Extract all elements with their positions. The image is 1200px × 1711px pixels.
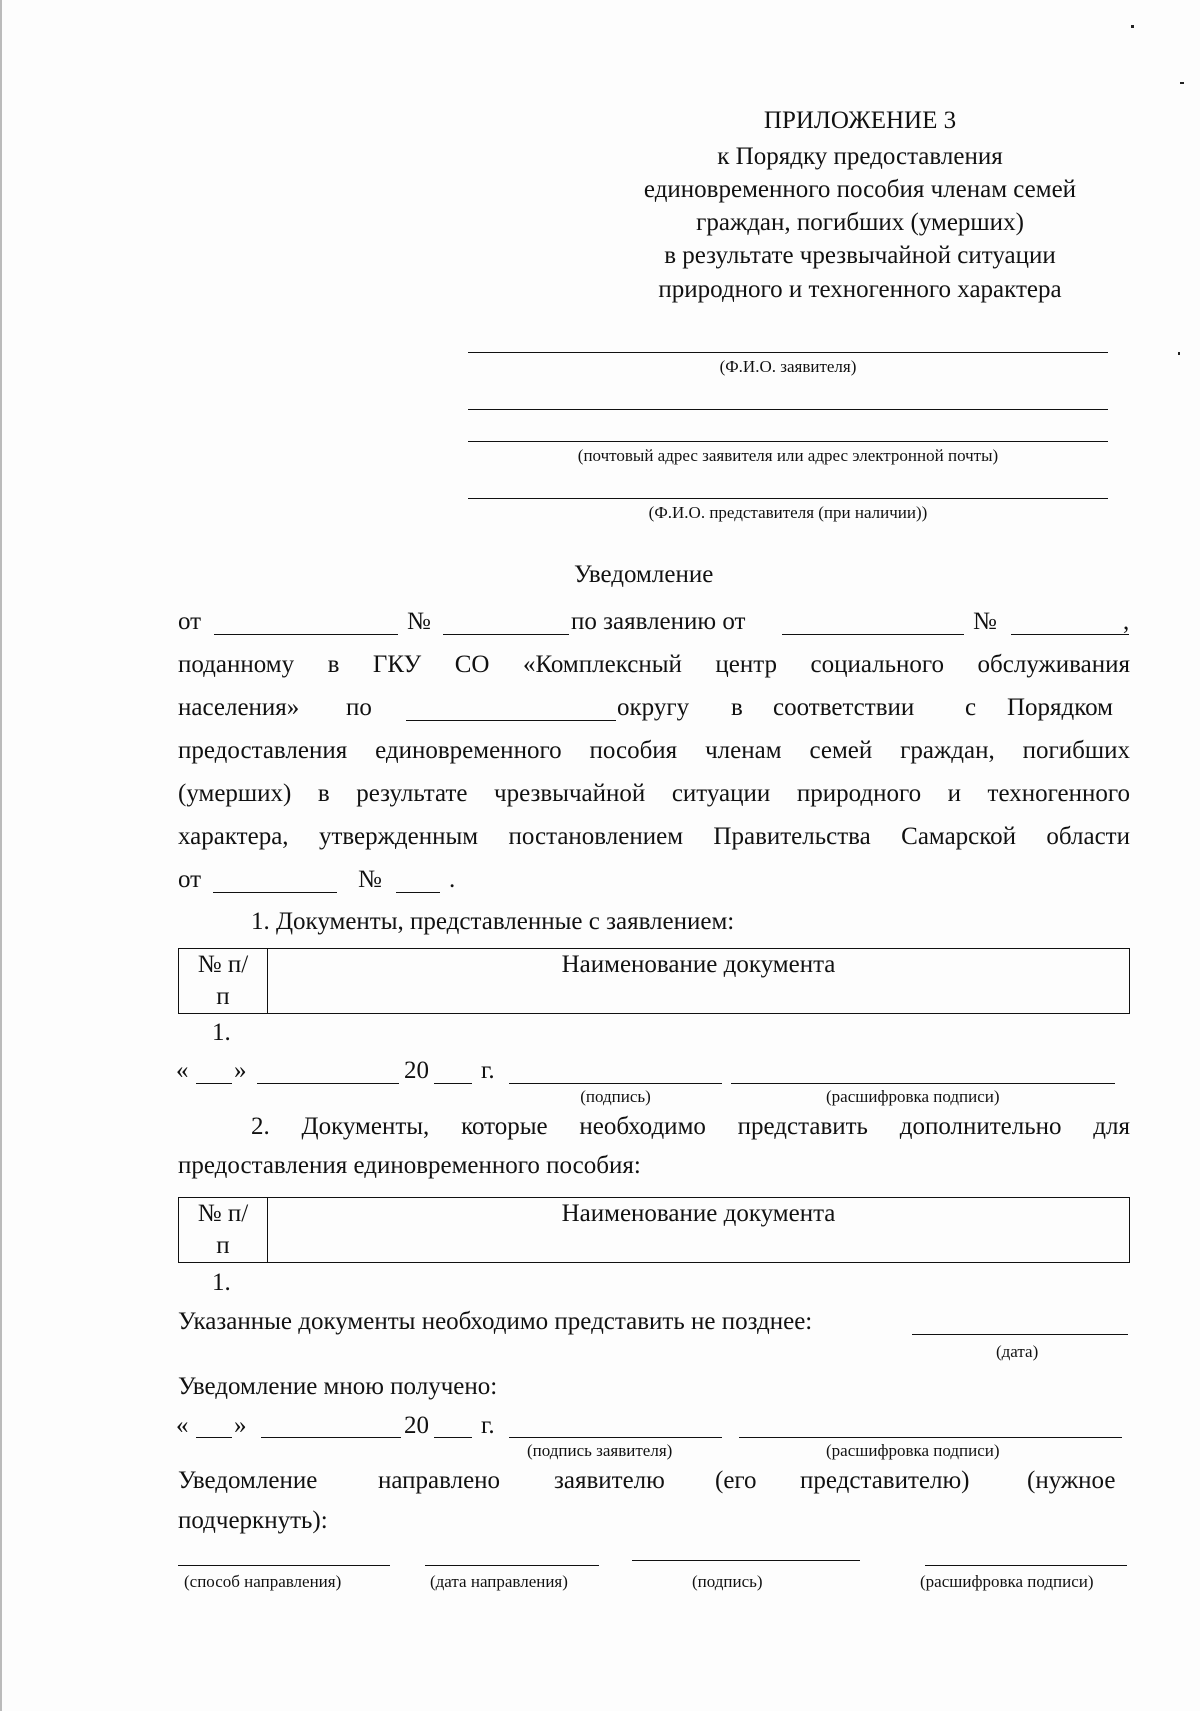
scan-dot: [1180, 82, 1184, 84]
notice-line1-comma: ,: [1123, 608, 1130, 635]
col-name-label: Наименование документа: [561, 951, 836, 978]
col-number-label: № п/п: [197, 951, 249, 1010]
sent-w2: направлено: [378, 1467, 501, 1494]
appendix-title: ПРИЛОЖЕНИЕ 3: [763, 107, 957, 134]
decree-date-blank: [213, 892, 337, 893]
r-day-blank: [196, 1437, 232, 1438]
notice-by-application: по заявлению от: [571, 608, 746, 635]
notice-line3-part4: в: [731, 694, 743, 721]
r-year-suffix: г.: [481, 1412, 495, 1439]
s1-year-prefix: 20: [404, 1057, 429, 1084]
section2-heading-line2: предоставления единовременного пособия:: [178, 1152, 641, 1179]
application-date-blank: [782, 634, 964, 635]
r-signature-caption: (подпись заявителя): [527, 1441, 673, 1460]
r-decoding-caption: (расшифровка подписи): [826, 1441, 1000, 1460]
s1-day-blank: [196, 1083, 232, 1084]
section2-row-1: 1.: [212, 1269, 231, 1296]
r-decoding-blank: [739, 1437, 1122, 1438]
col-number-label: № п/п: [197, 1200, 249, 1259]
applicant-fio-line: [468, 352, 1108, 353]
sent-w6: (нужное: [1027, 1467, 1116, 1494]
section2-documents-table: [178, 1197, 1130, 1263]
s1-quote-close: »: [234, 1057, 247, 1084]
decoding-caption: (расшифровка подписи): [920, 1572, 1094, 1591]
header-line-4: в результате чрезвычайной ситуации: [664, 242, 1056, 269]
table-header-row: [179, 1198, 1130, 1263]
s1-decoding-caption: (расшифровка подписи): [826, 1087, 1000, 1106]
representative-fio-line: [468, 498, 1108, 499]
r-year-blank: [434, 1437, 472, 1438]
sent-line2: подчеркнуть):: [178, 1507, 328, 1534]
signature-caption: (подпись): [692, 1572, 763, 1591]
header-line-1: к Порядку предоставления: [717, 143, 1003, 170]
table-header-row: [179, 949, 1130, 1014]
col-name-header: [268, 949, 1130, 1014]
scan-dot: [1131, 25, 1134, 28]
notice-line-2: поданному в ГКУ СО «Комплексный центр социального обслуживания: [178, 651, 1130, 678]
decree-number-blank: [396, 892, 440, 893]
section1-documents-table: [178, 948, 1130, 1014]
date-blank: [425, 1565, 599, 1566]
s1-month-blank: [257, 1083, 399, 1084]
s1-signature-blank: [509, 1083, 722, 1084]
col-name-header: [268, 1198, 1130, 1263]
sent-w3: заявителю: [554, 1467, 665, 1494]
decree-number-sign: №: [358, 866, 382, 893]
representative-fio-caption: (Ф.И.О. представителя (при наличии)): [648, 503, 928, 522]
applicant-address-line-2: [468, 441, 1108, 442]
deadline-text: Указанные документы необходимо представить не позднее:: [178, 1308, 813, 1335]
application-number-sign: №: [973, 608, 997, 635]
r-quote-close: »: [234, 1412, 247, 1439]
notice-line-6: характера, утвержденным постановлением Правительства Самарской области: [178, 823, 1130, 850]
notice-line3-part5: соответствии: [773, 694, 915, 721]
method-blank: [178, 1565, 390, 1566]
notice-line-5: (умерших) в результате чрезвычайной ситуации природного и техногенного: [178, 780, 1130, 807]
receipt-text: Уведомление мною получено:: [178, 1373, 498, 1400]
decree-from-label: от: [178, 866, 202, 893]
r-month-blank: [261, 1437, 401, 1438]
s1-year-blank: [434, 1083, 472, 1084]
applicant-address-caption: (почтовый адрес заявителя или адрес электронной почты): [577, 446, 999, 465]
s1-quote-open: «: [176, 1057, 189, 1084]
deadline-date-blank: [912, 1334, 1128, 1335]
r-quote-open: «: [176, 1412, 189, 1439]
applicant-fio-caption: (Ф.И.О. заявителя): [719, 357, 857, 376]
decoding-blank: [925, 1565, 1127, 1566]
notice-from-label: от: [178, 608, 202, 635]
header-line-3: граждан, погибших (умерших): [696, 209, 1024, 236]
col-name-label: Наименование документа: [561, 1200, 836, 1227]
r-signature-blank: [509, 1437, 722, 1438]
notice-line3-part2: по: [346, 694, 372, 721]
signature-blank: [632, 1560, 860, 1561]
decree-period: .: [449, 866, 456, 893]
scan-dot: [1178, 352, 1180, 355]
sent-w4: (его: [715, 1467, 757, 1494]
date-caption: (дата направления): [430, 1572, 568, 1591]
district-blank: [406, 720, 616, 721]
col-number-header: [179, 949, 268, 1014]
notice-line3-part7: Порядком: [1007, 694, 1113, 721]
scan-edge-mark: [0, 0, 2, 1711]
sent-w1: Уведомление: [178, 1467, 318, 1494]
section1-heading: 1. Документы, представленные с заявлением:: [251, 908, 735, 935]
section1-row-1: 1.: [212, 1019, 231, 1046]
notice-number-blank: [443, 634, 569, 635]
notice-line-4: предоставления единовременного пособия членам семей граждан, погибших: [178, 737, 1130, 764]
header-line-2: единовременного пособия членам семей: [643, 176, 1077, 203]
notice-date-blank: [214, 634, 398, 635]
header-line-5: природного и техногенного характера: [658, 276, 1062, 303]
s1-year-suffix: г.: [481, 1057, 495, 1084]
notice-line3-part3: округу: [617, 694, 690, 721]
deadline-caption: (дата): [996, 1342, 1039, 1361]
notice-number-sign: №: [407, 608, 431, 635]
section2-heading-line1: 2. Документы, которые необходимо представить дополнительно для: [251, 1113, 1130, 1140]
s1-signature-caption: (подпись): [580, 1087, 651, 1106]
notice-title: Уведомление: [574, 561, 714, 588]
application-number-blank: [1011, 634, 1129, 635]
col-number-header: [179, 1198, 268, 1263]
applicant-address-line-1: [468, 409, 1108, 410]
notice-line3-part6: с: [965, 694, 977, 721]
notice-line3-part1: населения»: [178, 694, 300, 721]
r-year-prefix: 20: [404, 1412, 429, 1439]
s1-decoding-blank: [731, 1083, 1115, 1084]
method-caption: (способ направления): [184, 1572, 342, 1591]
sent-w5: представителю): [800, 1467, 970, 1494]
